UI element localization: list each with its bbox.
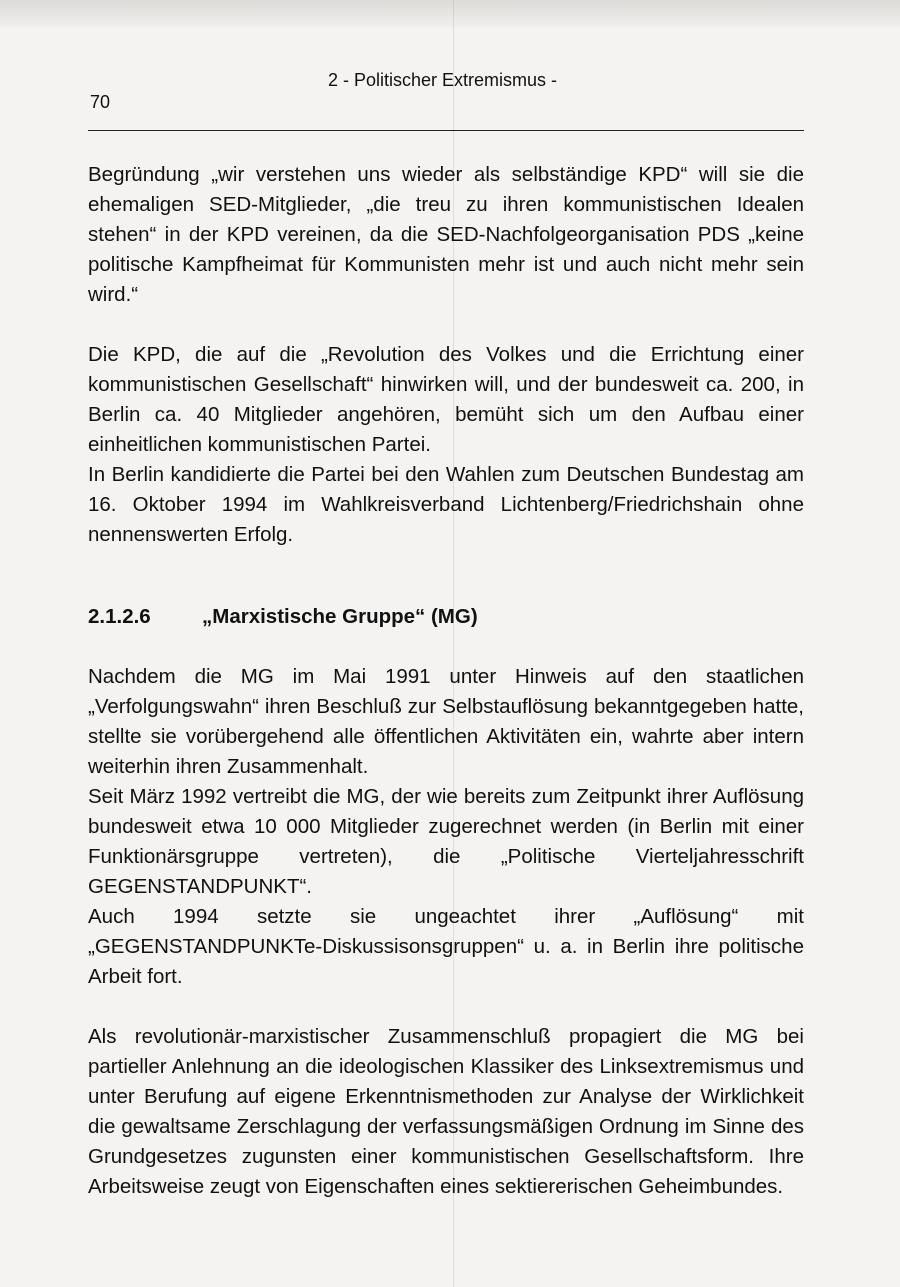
page-number: 70: [90, 92, 111, 112]
page-header: [88, 68, 804, 132]
header-rule: [88, 130, 804, 131]
scan-edge-shadow: [0, 0, 900, 28]
paragraph: Seit März 1992 vertreibt die MG, der wie bereits zum Zeitpunkt ihrer Auflösung bundesweit etwa 10 000 Mitglieder zugerechnet werden (in Berlin mit einer Funktionärsgruppe vertreten), die „Politische Vierteljahresschrift GEGENSTANDPUNKT“.: [88, 785, 804, 898]
paragraph: Begründung „wir verstehen uns wieder als selbständige KPD“ will sie die ehemaligen SED-Mitglieder, „die treu zu ihren kommunistischen Idealen stehen“ in der KPD vereinen, da die SED-Nachfolgeorganisation PDS „keine politische Kampfheimat für Kommunisten mehr ist und auch nicht mehr sein wird.“: [88, 163, 804, 306]
paragraph: Die KPD, die auf die „Revolution des Volkes und die Errichtung einer kommunistischen Gesellschaft“ hinwirken will, und der bundesweit ca. 200, in Berlin ca. 40 Mitglieder angehören, bemüht sich um den Aufbau einer einheitlichen kommunistischen Partei.: [88, 343, 804, 456]
paragraph: Auch 1994 setzte sie ungeachtet ihrer „Auflösung“ mit „GEGENSTANDPUNKTe-Diskussisonsgruppen“ u. a. in Berlin ihre politische Arbeit fort.: [88, 905, 804, 988]
paragraph: In Berlin kandidierte die Partei bei den Wahlen zum Deutschen Bundestag am 16. Oktober 1994 im Wahlkreisverband Lichtenberg/Friedrichshain ohne nennenswerten Erfolg.: [88, 463, 804, 546]
paragraph: Als revolutionär-marxistischer Zusammenschluß propagiert die MG bei partieller Anlehnung an die ideologischen Klassiker des Linksextremismus und unter Berufung auf eigene Erkenntnismethoden zur Analyse der Wirklichkeit die gewaltsame Zerschlagung der verfassungsmäßigen Ordnung im Sinne des Grundgesetzes zugunsten einer kommunistischen Gesellschaftsform. Ihre Arbeitsweise zeugt von Eigenschaften eines sektiererischen Geheimbundes.: [88, 1025, 804, 1198]
document-body: [88, 160, 804, 1202]
paragraph: Nachdem die MG im Mai 1991 unter Hinweis auf den staatlichen „Verfolgungswahn“ ihren Beschluß zur Selbstauflösung bekanntgegeben hatte, stellte sie vorübergehend alle öffentlichen Aktivitäten ein, wahrte aber intern weiterhin ihren Zusammenhalt.: [88, 665, 804, 778]
section-heading: [88, 602, 804, 632]
section-number: 2.1.2.6: [88, 605, 151, 628]
running-title: 2 - Politischer Extremismus -: [328, 70, 558, 90]
section-title: „Marxistische Gruppe“ (MG): [202, 605, 478, 628]
